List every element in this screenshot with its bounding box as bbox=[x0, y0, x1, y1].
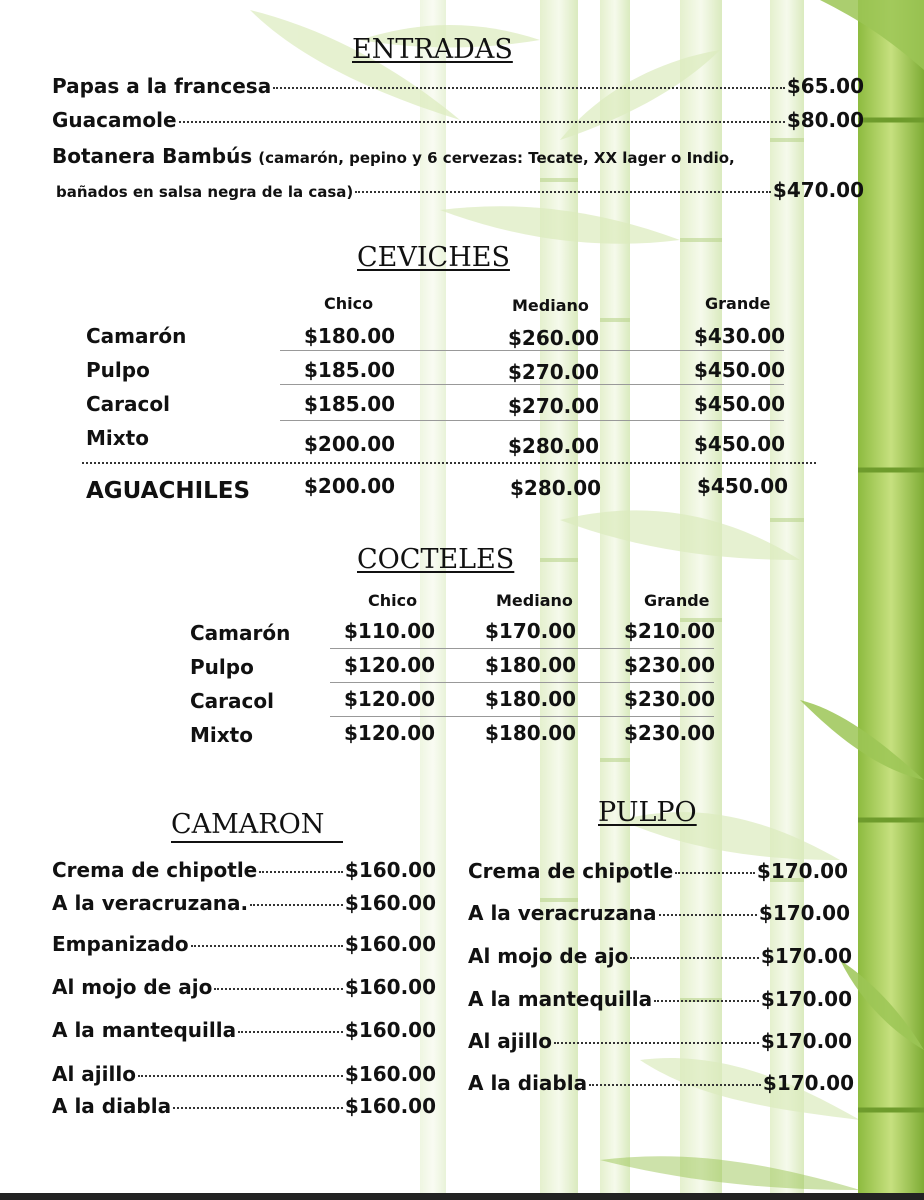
section-divider bbox=[82, 462, 816, 464]
menu-item bbox=[468, 1029, 852, 1053]
item-name: A la mantequilla bbox=[468, 987, 653, 1011]
size-header: Grande bbox=[644, 591, 710, 610]
price-grande: $210.00 bbox=[624, 619, 716, 643]
size-header: Chico bbox=[368, 591, 418, 610]
dot-leader bbox=[191, 945, 343, 947]
price-mediano: $280.00 bbox=[508, 434, 600, 458]
item-price: $160.00 bbox=[344, 932, 436, 956]
item-price: $160.00 bbox=[344, 1094, 436, 1118]
item-price: $160.00 bbox=[344, 858, 436, 882]
row-name: Pulpo bbox=[190, 655, 254, 679]
item-price: $160.00 bbox=[344, 891, 436, 915]
dot-leader bbox=[273, 87, 785, 89]
camaron-title: CAMARON bbox=[171, 809, 325, 840]
item-price: $160.00 bbox=[344, 1062, 436, 1086]
cocteles-title: COCTELES bbox=[357, 544, 515, 575]
item-name: Botanera Bambús bbox=[52, 144, 253, 168]
price-grande: $430.00 bbox=[694, 324, 786, 348]
item-description: bañados en salsa negra de la casa) bbox=[56, 183, 354, 201]
item-name: Crema de chipotle bbox=[52, 858, 258, 882]
dot-leader bbox=[179, 121, 785, 123]
menu-item bbox=[468, 944, 852, 968]
row-name: Pulpo bbox=[86, 358, 150, 382]
dot-leader bbox=[238, 1031, 343, 1033]
row-divider bbox=[280, 384, 784, 385]
dot-leader bbox=[138, 1075, 343, 1077]
menu-item bbox=[52, 74, 864, 98]
menu-item-desc-line2 bbox=[56, 178, 864, 202]
item-name: Al ajillo bbox=[52, 1062, 136, 1086]
price-grande: $230.00 bbox=[624, 653, 716, 677]
dot-leader bbox=[654, 1000, 759, 1002]
item-price: $65.00 bbox=[786, 74, 864, 98]
price-mediano: $180.00 bbox=[485, 721, 577, 745]
price-chico: $120.00 bbox=[344, 653, 436, 677]
price-mediano: $260.00 bbox=[508, 326, 600, 350]
item-name: Al ajillo bbox=[468, 1029, 552, 1053]
price-mediano: $180.00 bbox=[485, 653, 577, 677]
price-grande: $450.00 bbox=[697, 474, 789, 498]
entradas-title: ENTRADAS bbox=[352, 34, 513, 65]
price-chico: $110.00 bbox=[344, 619, 436, 643]
menu-item bbox=[468, 1071, 854, 1095]
menu-item bbox=[468, 901, 850, 925]
price-mediano: $270.00 bbox=[508, 360, 600, 384]
price-grande: $450.00 bbox=[694, 432, 786, 456]
item-price: $160.00 bbox=[344, 1018, 436, 1042]
item-name: Empanizado bbox=[52, 932, 189, 956]
size-header: Grande bbox=[705, 294, 771, 313]
dot-leader bbox=[214, 988, 343, 990]
row-name: Caracol bbox=[86, 392, 170, 416]
menu-item bbox=[52, 1062, 436, 1086]
row-name: Mixto bbox=[190, 723, 253, 747]
dot-leader bbox=[589, 1084, 761, 1086]
item-price: $170.00 bbox=[760, 944, 852, 968]
menu-item bbox=[52, 1094, 436, 1118]
price-mediano: $280.00 bbox=[510, 476, 602, 500]
row-divider bbox=[330, 648, 714, 649]
price-chico: $185.00 bbox=[304, 392, 396, 416]
item-price: $170.00 bbox=[762, 1071, 854, 1095]
price-chico: $200.00 bbox=[304, 432, 396, 456]
dot-leader bbox=[355, 191, 771, 193]
size-header: Mediano bbox=[512, 296, 589, 315]
bottom-bar bbox=[0, 1193, 924, 1200]
price-chico: $180.00 bbox=[304, 324, 396, 348]
item-name: A la mantequilla bbox=[52, 1018, 237, 1042]
menu-item bbox=[52, 975, 436, 999]
price-grande: $450.00 bbox=[694, 392, 786, 416]
aguachiles-label: AGUACHILES bbox=[86, 478, 251, 504]
row-name: Camarón bbox=[86, 324, 187, 348]
price-grande: $450.00 bbox=[694, 358, 786, 382]
item-description: (camarón, pepino y 6 cervezas: Tecate, XX lager o Indio, bbox=[258, 149, 735, 167]
item-name: A la veracruzana bbox=[468, 901, 657, 925]
ceviches-title: CEVICHES bbox=[357, 242, 510, 273]
price-mediano: $170.00 bbox=[485, 619, 577, 643]
item-price: $170.00 bbox=[756, 859, 848, 883]
item-name: A la veracruzana. bbox=[52, 891, 249, 915]
item-name: A la diabla bbox=[52, 1094, 172, 1118]
dot-leader bbox=[554, 1042, 759, 1044]
menu-item bbox=[52, 932, 436, 956]
dot-leader bbox=[630, 957, 759, 959]
item-price: $80.00 bbox=[786, 108, 864, 132]
size-header: Chico bbox=[324, 294, 374, 313]
item-price: $170.00 bbox=[760, 987, 852, 1011]
price-grande: $230.00 bbox=[624, 721, 716, 745]
menu-item-desc-line1 bbox=[52, 144, 864, 168]
menu-item bbox=[52, 108, 864, 132]
price-chico: $120.00 bbox=[344, 687, 436, 711]
price-mediano: $180.00 bbox=[485, 687, 577, 711]
item-price: $170.00 bbox=[760, 1029, 852, 1053]
menu-item bbox=[468, 987, 852, 1011]
dot-leader bbox=[659, 914, 757, 916]
item-name: Papas a la francesa bbox=[52, 74, 272, 98]
row-divider bbox=[280, 350, 784, 351]
row-name: Camarón bbox=[190, 621, 291, 645]
row-divider bbox=[280, 420, 784, 421]
dot-leader bbox=[250, 904, 343, 906]
row-name: Mixto bbox=[86, 426, 149, 450]
price-chico: $200.00 bbox=[304, 474, 396, 498]
price-grande: $230.00 bbox=[624, 687, 716, 711]
menu-item bbox=[468, 859, 848, 883]
dot-leader bbox=[173, 1107, 343, 1109]
menu-item bbox=[52, 858, 436, 882]
item-name: Crema de chipotle bbox=[468, 859, 674, 883]
item-name: Al mojo de ajo bbox=[52, 975, 213, 999]
price-chico: $120.00 bbox=[344, 721, 436, 745]
item-price: $160.00 bbox=[344, 975, 436, 999]
pulpo-title: PULPO bbox=[598, 797, 697, 828]
dot-leader bbox=[259, 871, 343, 873]
row-name: Caracol bbox=[190, 689, 274, 713]
item-price: $170.00 bbox=[758, 901, 850, 925]
menu-item bbox=[52, 891, 436, 915]
item-name: Guacamole bbox=[52, 108, 177, 132]
row-divider bbox=[330, 682, 714, 683]
row-divider bbox=[330, 716, 714, 717]
price-chico: $185.00 bbox=[304, 358, 396, 382]
item-price: $470.00 bbox=[772, 178, 864, 202]
title-underline bbox=[171, 841, 343, 843]
size-header: Mediano bbox=[496, 591, 573, 610]
item-name: Al mojo de ajo bbox=[468, 944, 629, 968]
item-name: A la diabla bbox=[468, 1071, 588, 1095]
menu-item bbox=[52, 1018, 436, 1042]
price-mediano: $270.00 bbox=[508, 394, 600, 418]
dot-leader bbox=[675, 872, 755, 874]
